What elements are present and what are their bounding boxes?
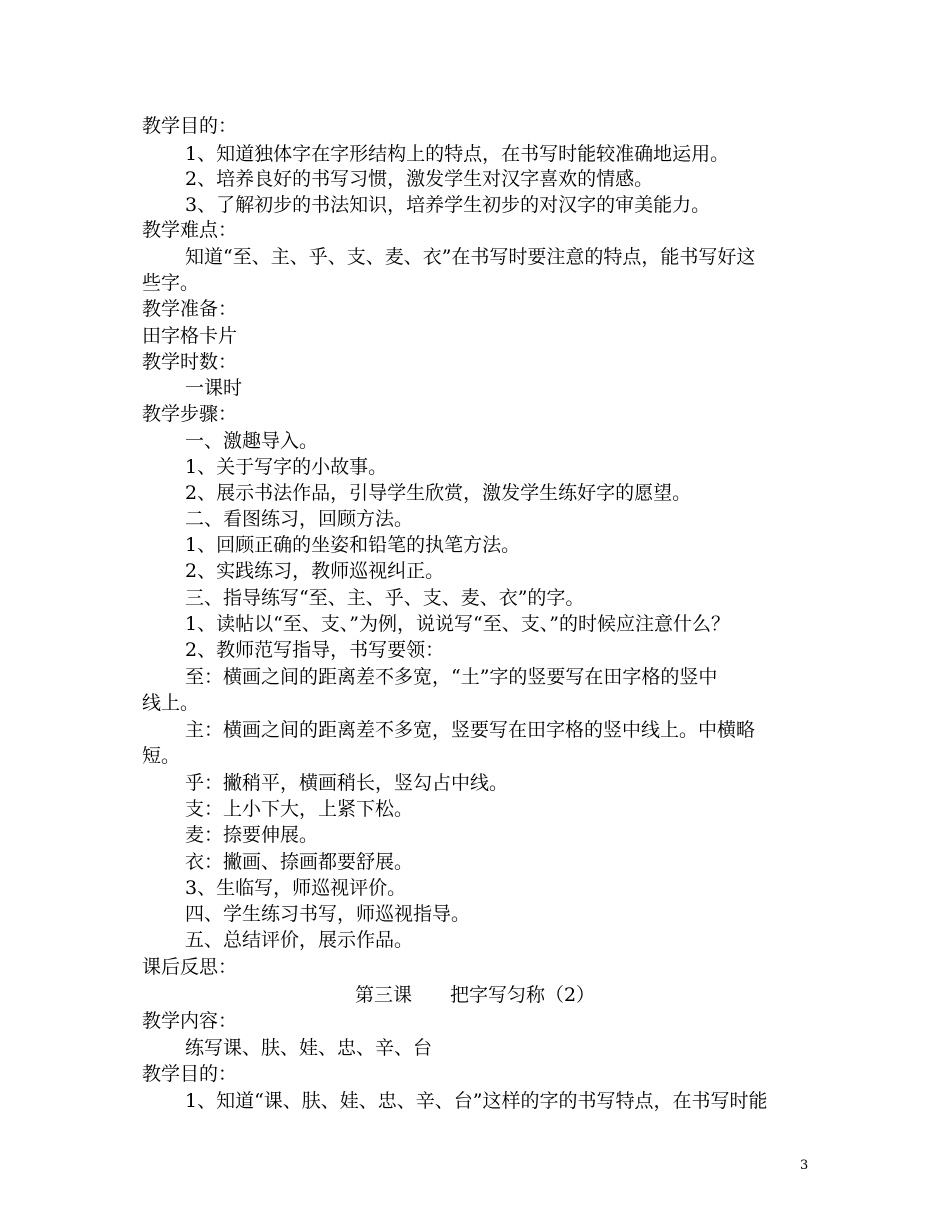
step-3-2: 2、教师范写指导，书写要领： [185,639,445,661]
heading-teaching-hours: 教学时数： [142,351,238,373]
step-3-1: 1、读帖以“至、支、”为例，说说写“至、支、”的时候应注意什么？ [185,613,730,635]
content-text: 练写课、肤、娃、忠、辛、台 [185,1037,433,1059]
difficulty-text-cont: 些字。 [142,272,200,294]
char-zhi-note-cont: 线上。 [142,692,200,714]
heading-teaching-objectives-2: 教学目的： [142,1063,238,1085]
step-section-2: 二、看图练习，回顾方法。 [185,508,414,530]
hours-text: 一课时 [185,377,243,399]
step-2-2: 2、实践练习，教师巡视纠正。 [185,560,445,582]
step-section-4: 四、学生练习书写，师巡视指导。 [185,903,471,925]
char-hu-note: 乎：撇稍平，横画稍长，竖勾占中线。 [185,772,509,794]
objective-3: 3、了解初步的书法知识，培养学生初步的对汉字的审美能力。 [185,194,711,216]
step-section-3: 三、指导练写“至、主、乎、支、麦、衣”的字。 [185,587,585,609]
objective-2: 2、培养良好的书写习惯，激发学生对汉字喜欢的情感。 [185,168,654,190]
char-yi-note: 衣：撇画、捺画都要舒展。 [185,851,414,873]
char-mai-note: 麦：捺要伸展。 [185,824,319,846]
heading-teaching-difficulties: 教学难点： [142,219,238,241]
step-1-2: 2、展示书法作品，引导学生欣赏，激发学生练好字的愿望。 [185,482,692,504]
char-zhu-note-cont: 短。 [142,745,181,767]
char-zhi2-note: 支：上小下大，上紧下松。 [185,798,414,820]
heading-teaching-preparation: 教学准备： [142,298,238,320]
heading-teaching-steps: 教学步骤： [142,403,238,425]
objective-1: 1、知道独体字在字形结构上的特点，在书写时能较准确地运用。 [185,143,730,165]
objective-2-1: 1、知道“课、肤、娃、忠、辛、台”这样的字的书写特点，在书写时能 [185,1090,768,1112]
step-section-1: 一、激趣导入。 [185,430,319,452]
heading-teaching-objectives: 教学目的： [142,115,238,137]
step-section-5: 五、总结评价，展示作品。 [185,929,414,951]
lesson-title: 第三课 把字写匀称（2） [354,984,596,1006]
heading-teaching-content: 教学内容： [142,1010,238,1032]
step-3-3: 3、生临写，师巡视评价。 [185,877,407,899]
heading-reflection: 课后反思： [142,956,238,978]
char-zhu-note: 主：横画之间的距离差不多宽，竖要写在田字格的竖中线上。中横略 [185,719,756,741]
step-2-1: 1、回顾正确的坐姿和铅笔的执笔方法。 [185,534,521,556]
page-number: 3 [800,1158,809,1173]
step-1-1: 1、关于写字的小故事。 [185,456,388,478]
difficulty-text: 知道“至、主、乎、支、麦、衣”在书写时要注意的特点，能书写好这 [185,246,756,268]
preparation-text: 田字格卡片 [142,325,238,347]
char-zhi-note: 至：横画之间的距离差不多宽，“土”字的竖要写在田字格的竖中 [185,666,718,688]
